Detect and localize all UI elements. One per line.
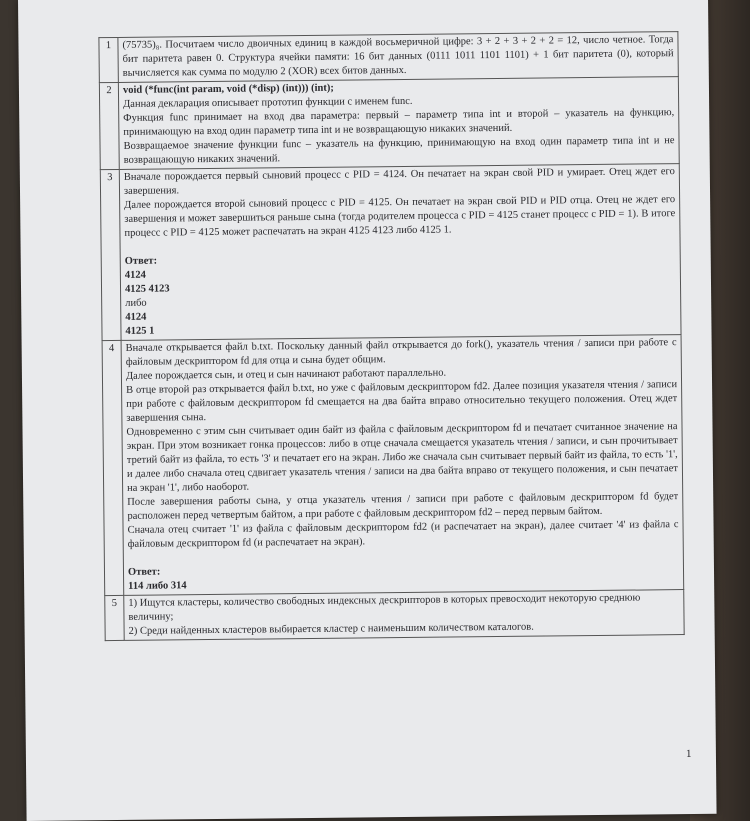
answer-line: 4125 4123 [124, 283, 170, 295]
row-number: 2 [99, 82, 119, 169]
table-row [99, 32, 678, 83]
answer-line: 4124 [124, 269, 146, 281]
list-item: 1) Ищутся кластеры, количество свободных индексных дескрипторов в которых превосходит некоторую среднюю величину; [128, 592, 641, 623]
answer-label: Ответ: [127, 566, 161, 578]
paragraph: Данная декларация описывает прототип функции с именем func. [123, 95, 413, 110]
paragraph: Вначале порождается первый сыновий процесс с PID = 4124. Он печатает на экран свой PID и умирает. Отец ждет его завершения. [123, 166, 675, 197]
paragraph: После завершения работы сына, у отца указатель чтения / записи при работе с файловым дескриптором fd будет расположен перед четвертым байтом, а при работе с файловым дескриптором fd2 – перед первым байтом. [127, 491, 679, 522]
answers-table [98, 31, 684, 641]
row-content [118, 77, 679, 170]
row-content [124, 590, 684, 641]
table-row [99, 77, 679, 170]
paragraph: Далее порождается второй сыновий процесс с PID = 4125. Он печатает на экран свой PID и PID отца. Отец не ждет его завершения и может завершиться раньше сына (тогда родителем процесса с PID = 4125 станет процесс с PID = 1). В итоге процесс с PID = 4125 может распечатать на экран 4125 4123 либо 4125 1. [124, 194, 676, 239]
answer-label: Ответ: [124, 255, 158, 267]
answer-line: 4124 [125, 311, 147, 323]
row-number: 1 [99, 37, 118, 82]
paragraph: Сначала отец считает '1' из файла с файловым дескриптором fd2 (и распечатает на экран), далее считает '4' из файла с файловым дескриптором fd (и распечатает на экран). [127, 519, 679, 550]
answer-line: 4125 1 [125, 325, 155, 337]
row-content [121, 335, 684, 596]
paragraph: (75735)₈. Посчитаем число двоичных единиц в каждой восьмеричной цифре: 3 + 2 + 3 + 2 + 2 = 12, число четное. Тогда бит паритета равен 0. Структура ячейки памяти: 16 бит данных (0111 1011 1101 1101) + 1 бит паритета (0), который вычисляется как сумма по модулю 2 (XOR) всех битов данных. [122, 34, 674, 79]
paragraph: Вначале открывается файл b.txt. Поскольку данный файл открывается до fork(), указатель чтения / записи при работе с файловым дескриптором fd для отца и сына будет общим. [125, 337, 677, 368]
row-content [118, 32, 678, 83]
code-heading: void (*func(int param, void (*disp) (int))) (int); [122, 82, 334, 96]
paragraph: Одновременно с этим сын считывает один байт из файла с файловым дескриптором fd и печатает считанное значение на экран. При этом возникает гонка процессов: либо в отце сначала смещается указатель чтения / записи, и сын прочитывает третий байт из файла, то есть '3' и печатает его на экран. Либо же сначала сын считывает первый байт из файла, то есть '1', и далее либо сначала отец сдвигает указатель чтения / записи на два байта вправо от текущего положения, и сын печатает на экран '1', либо наоборот. [126, 421, 679, 494]
answer-line: либо [125, 297, 147, 309]
row-number: 5 [105, 595, 124, 640]
page-number: 1 [685, 747, 692, 761]
paper-sheet [18, 0, 717, 821]
answer-line: 114 либо 314 [128, 580, 187, 592]
paragraph: Далее порождается сын, и отец и сын начинают работают параллельно. [125, 367, 447, 382]
list-item: 2) Среди найденных кластеров выбирается кластер с наименьшим количеством каталогов. [128, 621, 534, 637]
paragraph: Функция func принимает на вход два параметра: первый – параметр типа int и второй – указатель на функцию, принимающую на вход один параметр типа int и не возвращающую никаких значений. [123, 107, 675, 138]
row-number: 4 [102, 340, 124, 595]
row-content [119, 164, 681, 341]
table-row [100, 164, 681, 341]
table-row [102, 335, 684, 596]
table-row [105, 590, 684, 641]
row-number: 3 [100, 169, 121, 340]
paragraph: Возвращаемое значение функции func – указатель на функцию, принимающую на вход один параметр типа int и не возвращающую никаких значений. [123, 135, 675, 166]
paragraph: В отце второй раз открывается файл b.txt, но уже с файловым дескриптором fd2. Далее позиция указателя чтения / записи при работе с файловым дескриптором fd смещается на два байта вправо относительно текущего положения. Отец ждет завершения сына. [126, 379, 678, 424]
